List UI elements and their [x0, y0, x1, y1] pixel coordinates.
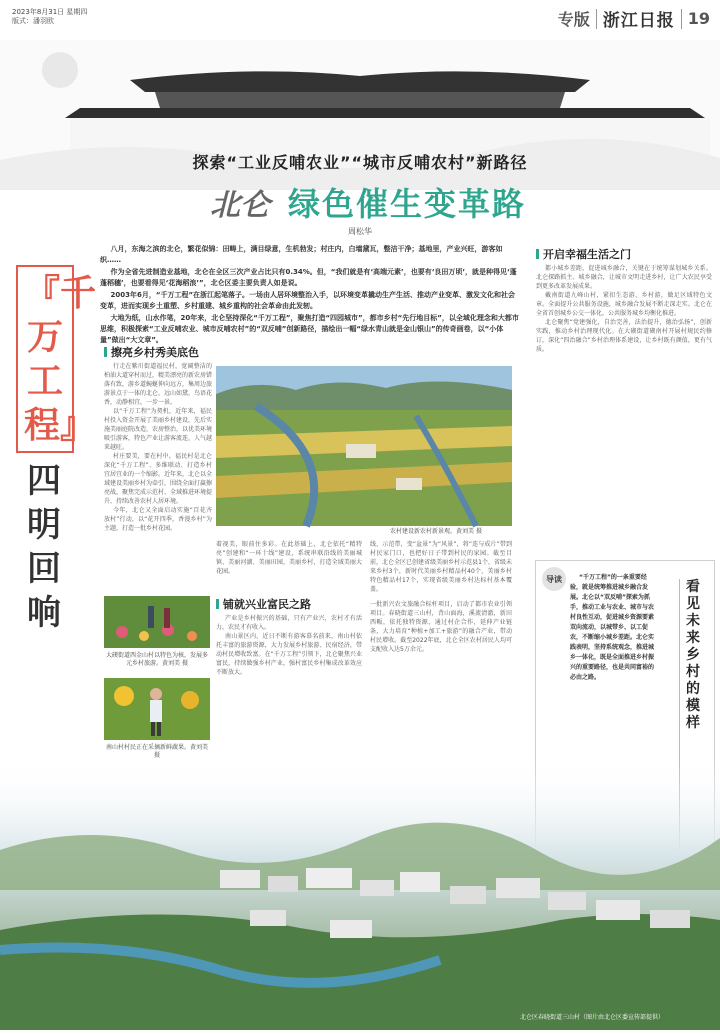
layout-editor: 版式：潘羽欧 — [12, 17, 54, 25]
column-s2-right — [370, 600, 512, 764]
bottom-photo-caption: 北仑区春晓街道三山村（图片由北仑区委宣传部提供） — [520, 1014, 665, 1021]
lead-paragraph: 大地为纸，山水作笔，20年来，北仑坚持深化“千万工程”，聚焦打造“四园城市”，都市乡村“先行地目标”，以全域化理念和大都市思维，积极探索“工业反哺农业、城市反哺农村”的“双反哺”创新路径，描绘出一幅“绿水青山就是金山银山”的传奇画卷，以“小体量”做出“大文章”。 — [100, 314, 519, 344]
aerial-village-photo — [0, 760, 720, 1030]
lead-paragraph: 作为全省先进制造业基地，北仑在全区三次产业占比只有0.34%。但，“我们就是有‘高端元素’，也要有‘良田万顷’，就是种得见‘蓬蓬稻穗’，也要看得见‘花海稻浪’”，北仑区委主要负责人如是说。 — [100, 268, 517, 287]
flower-garden-illustration — [104, 596, 210, 648]
photo-caption: 南山村村民正在采摘新鲜蔬果。黄刘美 摄 — [105, 744, 208, 759]
photo-flowers — [104, 596, 210, 648]
section-heading: 擦亮乡村秀美底色 — [104, 344, 199, 360]
section-heading: 开启幸福生活之门 — [536, 246, 631, 262]
page-number: 19 — [687, 9, 710, 28]
body-paragraph: 南山景区内，近日不断有游客慕名前来，南山村依托丰富的旅游资源，大力发展乡村旅游、民宿经济，带动村民增收致富。在“千万工程”引领下，北仑聚焦兴业富民，持续做强乡村产业，强村富民乡村集成改革效应不断放大。 — [216, 633, 362, 676]
photo-caption: 农村建设新农村新景观。黄刘美 摄 — [390, 528, 482, 535]
column-s2-left — [216, 614, 362, 764]
lead-paragraph: 八月，东海之滨的北仑，繁花似锦：田畴上，满目绿意，生机勃发；村庄内，白墙黛瓦，整洁干净；基地里，产业兴旺，游客如织…… — [100, 245, 503, 264]
body-paragraph: 都小城乡差距，促进城乡融合，关键在于统筹谋划城乡关系。北仑探路抓主、城乡融合，让城市文明走进乡村，让广大农民享受到更多改革发展成果。 — [536, 265, 712, 290]
masthead-right — [558, 6, 710, 31]
article-headline — [210, 180, 630, 224]
masthead-date-block — [12, 8, 87, 26]
article-subhead: 探索“工业反哺农业”“城市反哺农村”新路径 — [192, 153, 528, 172]
section-label: 专版 — [557, 10, 590, 29]
body-paragraph: 行走在紫川街道福民村，宽阔整洁的柏油大道穿村而过，精美漂亮的新农房错落有致，游乡道蜿蜒伸向远方，集周边旅游景点于一体的北仑，远山如黛，鸟语花香，动静相宜，一步一景。 — [104, 363, 213, 406]
body-paragraph: 一批新兴农文旅融合标杆项目，启动了都市农业引领项目。春晓街道三山村，背山面海，溪流清澈，新田西畈，依托独特资源，通过村企合作，延伸产业链条，大力培育“种植+加工+旅游”的融合产业，带动村民增收。截至2022年底，北仑全区农村居民人均可支配收入达5万余元。 — [370, 601, 512, 653]
farmer-illustration — [104, 678, 210, 740]
photo-fields — [216, 366, 512, 526]
masthead — [0, 0, 720, 41]
issue-date: 2023年8月31日 星期四 — [12, 8, 88, 16]
body-paragraph: 戴南街道九峰山村，紧扣生态游、乡村游，做足区域特色文章。全面提升公共服务设施，城乡融合发展不断走深走实。北仑在全省首创城乡公交一体化，公共服务城乡均衡化推进。 — [536, 292, 712, 317]
commentary-text: “千万工程”的一条重要经验，就是统筹推进城乡融合发展。北仑以“双反哺”探索为抓手，推动工业与农业、城市与农村良性互动，促进城乡资源要素双向流动，以城带乡、以工促农，不断缩小城乡差距。北仑实践表明，坚持系统观念，推进城乡一体化，既是全面推进乡村振兴的重要路径，也是共同富裕的必由之路。 — [570, 574, 655, 681]
column-s1-right — [370, 540, 512, 593]
section-heading: 铺就兴业富民之路 — [216, 596, 311, 612]
body-paragraph: 以“千万工程”为契机，近年来，福民村投入资金开展了美丽乡村建设，先后实施美丽庭院改造，农房整治，以优美环境吸引游客，特色产业让游客流连，人气越来越旺。 — [104, 408, 213, 451]
column-s1-tail — [216, 540, 362, 588]
article-lead — [100, 244, 520, 347]
masthead-divider — [596, 9, 597, 29]
body-paragraph: 村庄要美，要在村中。福民村是北仑深化“千万工程”、多维联动、打造乡村宜居宜业的一个缩影。近年来，北仑以全域建设美丽乡村为牵引，围绕全面打赢擦亮战，聚焦完成示范村、全域推进环境提升，持续改善农村人居环境。 — [104, 453, 213, 505]
fields-illustration — [216, 366, 512, 526]
headline-main: 绿色催生变革路 — [288, 185, 527, 223]
body-paragraph: 今年，北仑又全面启动实施“百花齐放村”行动，以“花开四季，香漫乡村”为主题，打造一批乡村花园。 — [104, 507, 212, 532]
village-aerial-illustration — [0, 760, 720, 1030]
masthead-divider — [681, 9, 682, 29]
series-subtitle: 四明回响 — [27, 461, 61, 633]
body-paragraph: 北仑聚焦“党建强化，自治完善，法治提升，德治弘扬”，创新实践，推动乡村治理现代化。在大碶街道碶南村开展村规民约修订，深化“四治融合”乡村治理体系建设，让乡村既有颜值，更有气质。 — [536, 319, 712, 353]
series-name: 『千万工程』 — [24, 272, 97, 446]
column-s3 — [536, 264, 712, 554]
lead-paragraph: 2003年6月，“千万工程”在浙江起笔落子。一场由人居环境整治入手，以环境变革撬动生产生活、推动产业变革、激发文化和社会变革，进而实现乡土重塑、乡村重建、城乡重构的社会革命由此发轫。 — [100, 291, 516, 310]
body-paragraph: 着视美，眼前住多彩。在此基础上，北仑依托“精特亮”创建和“一环十线”建设，系统串联沿线的美丽城镇、美丽河湖、美丽田园，美丽乡村，打造全域美丽大花园。 — [216, 541, 362, 575]
commentary-tag: 导读 — [542, 567, 566, 591]
photo-caption: 大碶街道西金山村以特色为核，发展多元乡村旅游。黄刘美 摄 — [105, 652, 208, 667]
body-paragraph: 产业是乡村振兴的基础，只有产业兴，农村才有活力，农民才有收入。 — [216, 615, 362, 631]
photo-farmer — [104, 678, 210, 740]
column-s1-left — [104, 362, 212, 550]
body-paragraph: 线，示范带，变“盆景”为“风景”，将“连与成片”带到村民家门口，也把好日子带到村民的家园。截至目前，北仑全区已创建省级美丽乡村示范县1个，省级未来乡村3个，新时代美丽乡村精品村40个，美丽乡村特色精品村17个，实现省级美丽乡村达标村基本覆盖。 — [370, 541, 512, 593]
series-box — [16, 265, 97, 453]
article-byline: 周松华 — [348, 227, 372, 236]
series-title — [16, 265, 97, 645]
headline-place: 北仑 — [210, 188, 270, 223]
commentary-title: 看见未来乡村的模样 — [686, 579, 700, 731]
paper-name: 浙江日报 — [602, 11, 675, 31]
